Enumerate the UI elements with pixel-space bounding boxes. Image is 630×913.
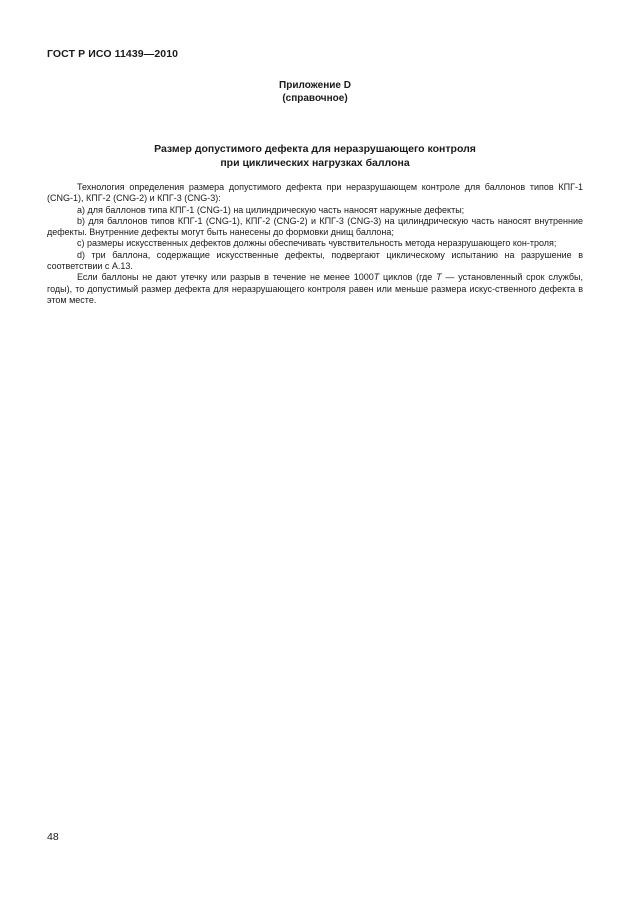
paragraph-item-d: d) три баллона, содержащие искусственные дефекты, подвергают циклическому испытанию на разрушение в соответствии с А.13.: [47, 249, 583, 272]
body-text: [47, 182, 583, 306]
page-number: 48: [47, 831, 59, 843]
paragraph-item-b: b) для баллонов типов КПГ-1 (CNG-1), КПГ-2 (CNG-2) и КПГ-3 (CNG-3) на цилиндрическую часть наносят внутренние дефекты. Внутренние дефекты могут быть нанесены до формовки днищ баллона;: [47, 215, 583, 238]
document-header: ГОСТ Р ИСО 11439—2010: [47, 48, 179, 60]
annex-heading: [0, 79, 630, 105]
annex-status: (справочное): [282, 93, 348, 104]
variable-t: T: [373, 272, 380, 283]
section-title: [0, 142, 630, 170]
variable-t: T: [436, 272, 442, 283]
paragraph-intro: Технология определения размера допустимого дефекта при неразрушающем контроле для баллонов типов КПГ-1 (CNG-1), КПГ-2 (CNG-2) и КПГ-3 (CNG-3):: [47, 182, 583, 204]
conclusion-text-2: циклов (где: [379, 272, 437, 283]
section-title-line-2: при циклических нагрузках баллона: [220, 157, 410, 169]
paragraph-conclusion: [47, 272, 583, 306]
conclusion-text-3: — установленный срок службы, годы), то допустимый размер дефекта для неразрушающего контроля равен или меньше размера искус-ственного дефекта в этом месте.: [47, 272, 583, 305]
paragraph-item-a: a) для баллонов типа КПГ-1 (CNG-1) на цилиндрическую часть наносят наружные дефекты;: [77, 204, 465, 215]
conclusion-text-1: Если баллоны не дают утечку или разрыв в течение не менее 1000: [77, 272, 374, 283]
section-title-line-1: Размер допустимого дефекта для неразрушающего контроля: [154, 143, 476, 155]
paragraph-item-c: c) размеры искусственных дефектов должны обеспечивать чувствительность метода неразрушающего кон-троля;: [77, 238, 557, 249]
annex-title: Приложение D: [279, 80, 351, 91]
